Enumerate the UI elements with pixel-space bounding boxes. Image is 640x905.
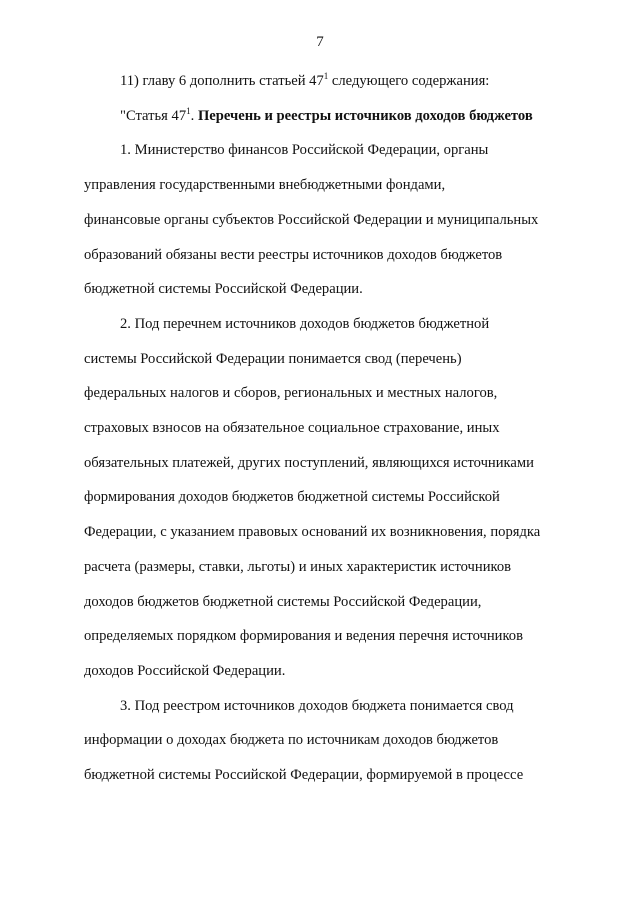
amendment-intro-text: 11) главу 6 дополнить статьей 47 — [120, 73, 324, 89]
paragraph-line: бюджетной системы Российской Федерации, формируемой в процессе — [84, 767, 524, 784]
paragraph-line: образований обязаны вести реестры источников доходов бюджетов — [84, 246, 503, 263]
paragraph-2 — [84, 307, 560, 689]
paragraph-1 — [84, 133, 560, 307]
amendment-intro-superscript: 1 — [323, 71, 329, 81]
article-heading — [84, 99, 560, 134]
paragraph-line: страховых взносов на обязательное социальное страхование, иных — [84, 420, 500, 437]
paragraph-line: 1. Министерство финансов Российской Федерации, органы — [120, 142, 489, 159]
page-number: 7 — [316, 34, 324, 50]
paragraph-line: формирования доходов бюджетов бюджетной системы Российской — [84, 489, 500, 506]
paragraph-line: обязательных платежей, других поступлений, являющихся источниками — [84, 454, 534, 471]
paragraph-line: определяемых порядком формирования и ведения перечня источников — [84, 628, 523, 645]
paragraph-line: 3. Под реестром источников доходов бюджета понимается свод — [120, 697, 514, 714]
article-superscript: 1 — [186, 105, 191, 116]
paragraph-line: системы Российской Федерации понимается свод (перечень) — [84, 350, 462, 367]
paragraph-3 — [84, 689, 560, 793]
paragraph-line: расчета (размеры, ставки, льготы) и иных характеристик источников — [84, 558, 512, 575]
paragraph-line: федеральных налогов и сборов, региональных и местных налогов, — [84, 385, 498, 402]
article-prefix: "Статья 47 — [120, 107, 187, 124]
amendment-intro — [84, 64, 560, 99]
paragraph-line: бюджетной системы Российской Федерации. — [84, 281, 363, 298]
paragraph-line: доходов Российской Федерации. — [84, 662, 286, 679]
article-title: Перечень и реестры источников доходов бюджетов — [197, 107, 533, 124]
paragraph-line: информации о доходах бюджета по источникам доходов бюджетов — [84, 732, 499, 749]
paragraph-line: доходов бюджетов бюджетной системы Российской Федерации, — [84, 593, 482, 610]
paragraph-line: 2. Под перечнем источников доходов бюджетов бюджетной — [120, 315, 490, 332]
paragraph-line: управления государственными внебюджетными фондами, — [84, 177, 446, 194]
article-dot: . — [190, 107, 198, 124]
amendment-intro-tail: следующего содержания: — [328, 73, 490, 89]
paragraph-line: Федерации, с указанием правовых оснований их возникновения, порядка — [84, 524, 541, 541]
paragraph-line: финансовые органы субъектов Российской Федерации и муниципальных — [84, 211, 539, 228]
document-body — [84, 64, 560, 793]
